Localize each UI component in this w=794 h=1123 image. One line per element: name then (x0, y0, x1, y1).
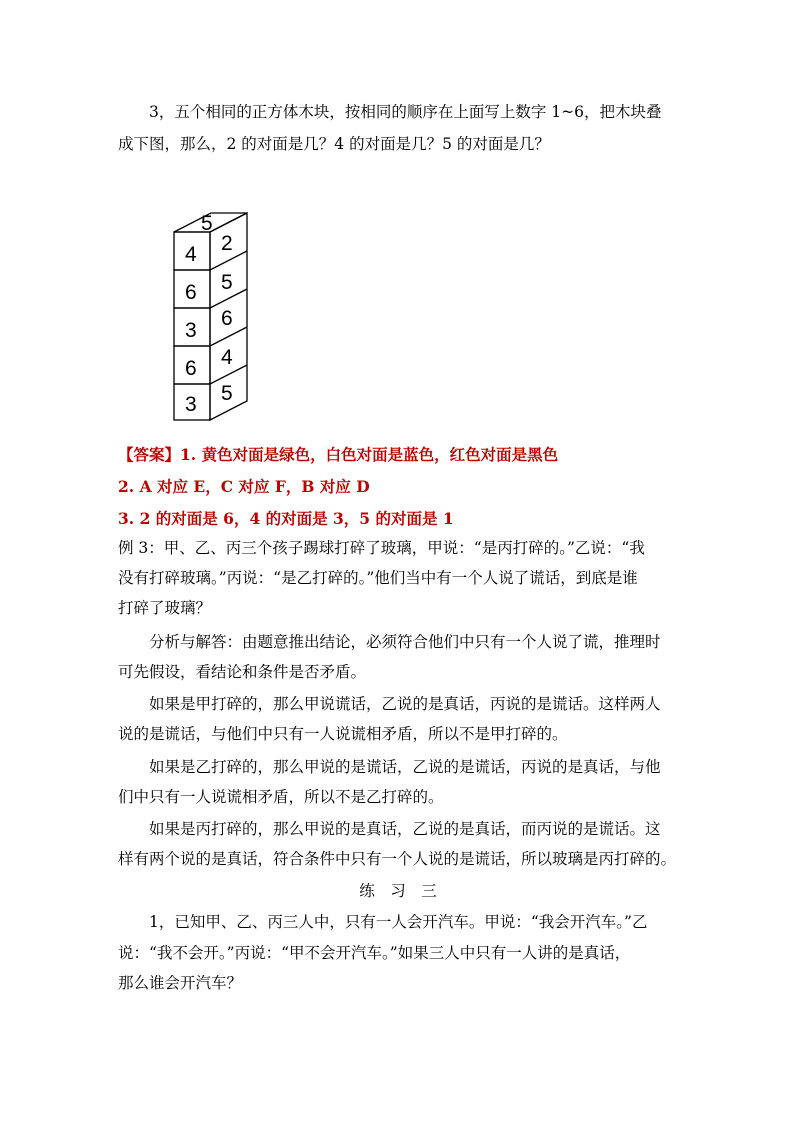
cube-front-label: 3 (185, 393, 197, 416)
example-3-line-3: 打碎了玻璃？ (118, 599, 212, 617)
answer-line-2: 2. A 对应 E，C 对应 F，B 对应 D (118, 477, 370, 496)
cube-side-label: 4 (221, 346, 233, 369)
analysis-p3-line-2: 们中只有一人说谎相矛盾，所以不是乙打碎的。 (118, 788, 444, 806)
analysis-p1-line-2: 可先假设，看结论和条件是否矛盾。 (118, 663, 367, 681)
cube-front-label: 4 (185, 243, 197, 266)
exercise-q1-line-1: 1，已知甲、乙、丙三人中，只有一人会开汽车。甲说：“我会开汽车。”乙 (149, 913, 648, 931)
exercise-heading: 练 习 三 (359, 882, 437, 900)
example-3-line-2: 没有打碎玻璃。”丙说：“是乙打碎的。”他们当中有一个人说了谎话，到底是谁 (118, 569, 638, 587)
cube-front-label: 3 (185, 319, 197, 342)
cube-front-label: 6 (185, 357, 197, 380)
cube-side-label: 5 (221, 382, 233, 405)
question-3-line-1: 3，五个相同的正方体木块，按相同的顺序在上面写上数字 1~6，把木块叠 (149, 103, 662, 121)
cube-side-label: 2 (221, 232, 233, 255)
example-3-line-1: 例 3：甲、乙、丙三个孩子踢球打碎了玻璃，甲说：“是丙打碎的。”乙说：“我 (118, 539, 645, 557)
analysis-p4-line-1: 如果是丙打碎的，那么甲说的是真话，乙说的是真话，而丙说的是谎话。这 (149, 820, 661, 838)
cube-side-label: 5 (221, 271, 233, 294)
analysis-p1-line-1: 分析与解答：由题意推出结论，必须符合他们中只有一个人说了谎，推理时 (149, 633, 661, 651)
answer-line-3: 3. 2 的对面是 6，4 的对面是 3，5 的对面是 1 (118, 509, 454, 528)
cube-stack-figure (165, 205, 255, 430)
cube-side-label: 6 (221, 307, 233, 330)
cube-front-label: 6 (185, 281, 197, 304)
analysis-p2-line-1: 如果是甲打碎的，那么甲说谎话，乙说的是真话，丙说的是谎话。这样两人 (149, 695, 661, 713)
analysis-p4-line-2: 样有两个说的是真话，符合条件中只有一个人说的是谎话，所以玻璃是丙打碎的。 (118, 850, 677, 868)
question-3-line-2: 成下图，那么，2 的对面是几？4 的对面是几？5 的对面是几？ (118, 135, 550, 153)
analysis-p3-line-1: 如果是乙打碎的，那么甲说的是谎话，乙说的是谎话，丙说的是真话，与他 (149, 758, 661, 776)
cube-top-label: 5 (201, 212, 213, 235)
exercise-q1-line-3: 那么谁会开汽车？ (118, 974, 243, 992)
analysis-p2-line-2: 说的是谎话，与他们中只有一人说谎相矛盾，所以不是甲打碎的。 (118, 725, 568, 743)
answer-line-1: 【答案】1. 黄色对面是绿色，白色对面是蓝色，红色对面是黑色 (118, 445, 559, 464)
exercise-q1-line-2: 说：“我不会开。”丙说：“甲不会开汽车。”如果三人中只有一人讲的是真话， (118, 944, 631, 962)
